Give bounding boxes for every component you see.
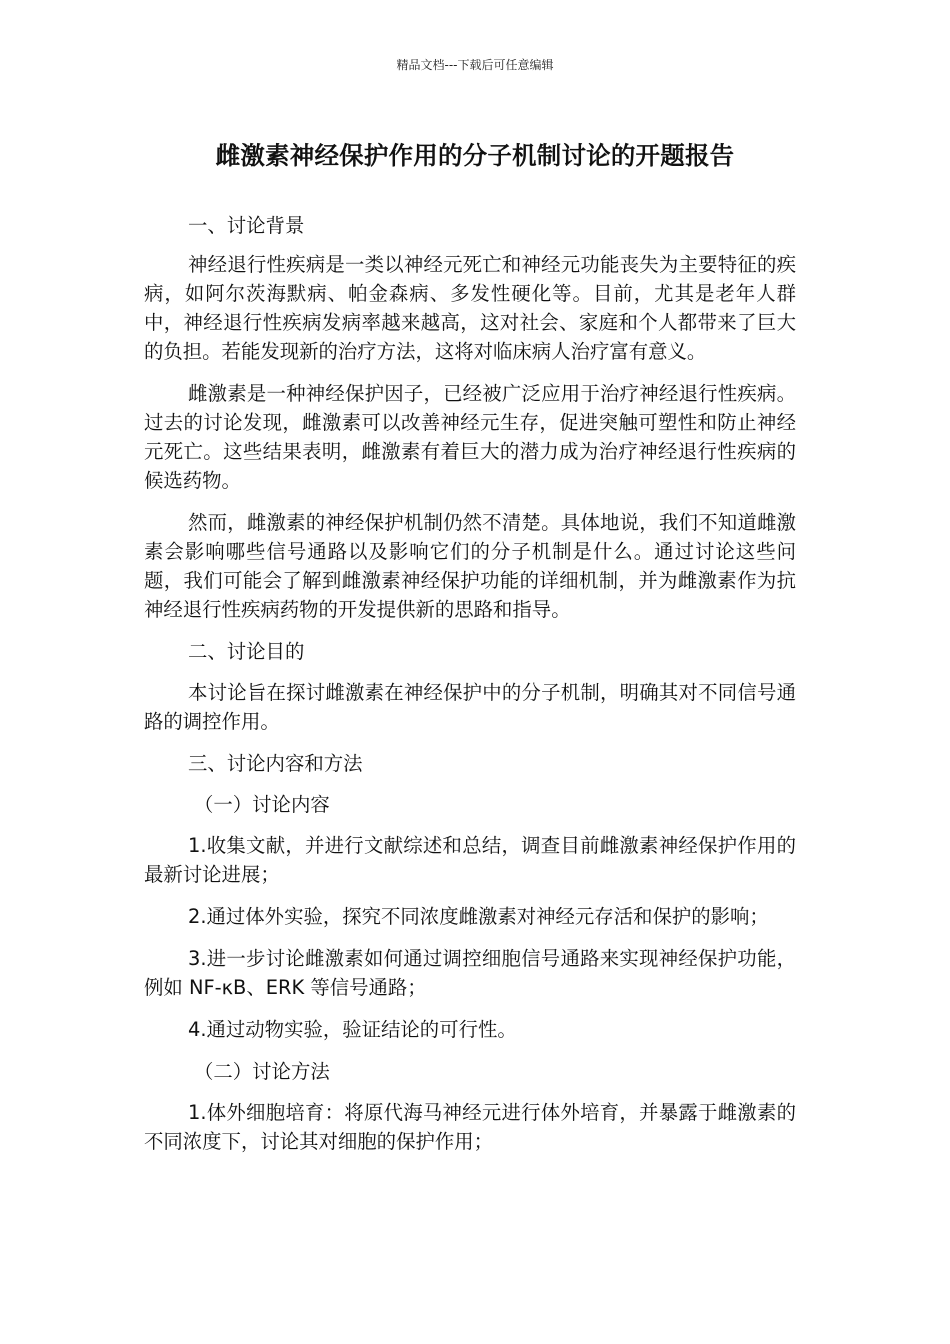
section-heading-purpose: 二、讨论目的	[188, 640, 305, 663]
paragraph-background-1: 神经退行性疾病是一类以神经元死亡和神经元功能丧失为主要特征的疾病，如阿尔茨海默病、帕金森病、多发性硬化等。目前，尤其是老年人群中，神经退行性疾病发病率越来越高，这对社会、家庭和个人都带来了巨大的负担。若能发现新的治疗方法，这将对临床病人治疗富有意义。	[144, 253, 796, 363]
content-item-3: 3.进一步讨论雌激素如何通过调控细胞信号通路来实现神经保护功能，例如 NF-κB、ERK 等信号通路；	[144, 947, 796, 999]
paragraph-background-3: 然而，雌激素的神经保护机制仍然不清楚。具体地说，我们不知道雌激素会影响哪些信号通路以及影响它们的分子机制是什么。通过讨论这些问题，我们可能会了解到雌激素神经保护功能的详细机制，并为雌激素作为抗神经退行性疾病药物的开发提供新的思路和指导。	[144, 511, 796, 621]
subheading-content: （一）讨论内容	[194, 793, 330, 816]
document-title: 雌激素神经保护作用的分子机制讨论的开题报告	[215, 141, 735, 170]
document-body	[144, 211, 796, 1169]
content-item-1: 1.收集文献，并进行文献综述和总结，调查目前雌激素神经保护作用的最新讨论进展；	[144, 834, 796, 886]
paragraph-background-2: 雌激素是一种神经保护因子，已经被广泛应用于治疗神经退行性疾病。过去的讨论发现，雌激素可以改善神经元生存，促进突触可塑性和防止神经元死亡。这些结果表明，雌激素有着巨大的潜力成为治疗神经退行性疾病的候选药物。	[144, 382, 796, 492]
method-item-1: 1.体外细胞培育：将原代海马神经元进行体外培育，并暴露于雌激素的不同浓度下，讨论其对细胞的保护作用；	[144, 1101, 796, 1153]
header-note: 精品文档---下载后可任意编辑	[396, 58, 554, 72]
content-item-2: 2.通过体外实验，探究不同浓度雌激素对神经元存活和保护的影响；	[188, 905, 769, 928]
subheading-methods: （二）讨论方法	[194, 1060, 330, 1083]
section-heading-content-methods: 三、讨论内容和方法	[188, 752, 363, 775]
paragraph-purpose: 本讨论旨在探讨雌激素在神经保护中的分子机制，明确其对不同信号通路的调控作用。	[144, 681, 796, 733]
content-item-4: 4.通过动物实验，验证结论的可行性。	[188, 1018, 517, 1041]
section-heading-background: 一、讨论背景	[188, 214, 305, 237]
